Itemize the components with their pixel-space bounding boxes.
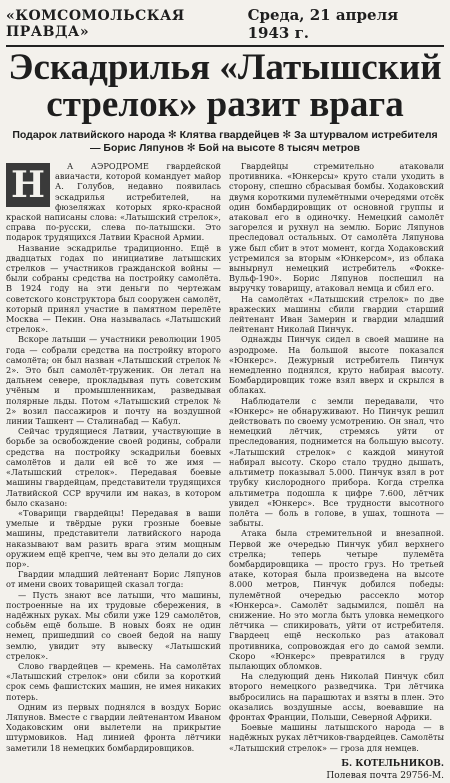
- article-body: [6, 161, 444, 783]
- drop-cap: Н: [6, 163, 50, 207]
- paragraph: Наблюдатели с земли передавали, что «Юнкерс» не обнаруживают. Но Пинчук решил действовать по своему усмотрению. Он знал, что немецкий лётчик, стремясь уйти от преследования, поднимется на большую высоту. «Латышский стрелок» с каждой минутой набирал высоту. Скоро стало трудно дышать, альтиметр показывал 5.000. Пинчук взял в рот трубку кислородного прибора. Когда стрелка альтиметра подошла к цифре 7.600, лётчик увидел «Юнкерс». Все трудности высотного полёта — боль в голове, в ушах, тошнота — забыты.: [229, 395, 444, 529]
- paragraph: Одним из первых поднялся в воздух Борис Ляпунов. Вместе с гвардии лейтенантом Иваном Ходаковским они вылетели на прикрытие штурмовиков. Над линией фронта лётчики заметили 18 немецких бомбардировщиков.: [6, 701, 221, 753]
- paragraph: Гвардии младший лейтенант Борис Ляпунов от имени своих товарищей сказал тогда:: [6, 569, 221, 590]
- paragraph: На следующий день Николай Пинчук сбил второго немецкого разведчика. Три лётчика выбросились на парашютах и взяты в плен. Это оказались воздушные ассы, воевавшие на фронтах Франции, Польши, Северной Африки.: [229, 671, 444, 722]
- paragraph: Боевые машины латышского народа — в надёжных руках лётчиков-гвардейцев. Самолёты «Латышский стрелок» — гроза для немцев.: [229, 722, 444, 753]
- paragraph: Сейчас трудящиеся Латвии, участвующие в борьбе за освобождение своей родины, собрали средства на постройку эскадрильи боевых самолётов и дали ей всё то же имя — «Латышский стрелок». Передавая боевые машины гвардейцам, представители трудящихся Латвийской ССР вручили им наказ, в котором было сказано:: [6, 426, 221, 508]
- paragraph: Название эскадрилье традиционно. Ещё в двадцатых годах по инициативе латышских стрелков — участников гражданской войны — были собраны средства на постройку самолёта. В 1924 году на эти деньги по чертежам советского конструктора был сооружен самолёт, который принял участие в памятном перелёте Москва — Пекин. Она называлась «Латышский стрелок».: [6, 242, 221, 335]
- paragraph: Однажды Пинчук сидел в своей машине на аэродроме. На большой высоте показался «Юнкерс». Дежурный истребитель Пинчук немедленно поднялся, круто набирая высоту. Бомбардировщик тоже взял вверх и скрылся в облаках.: [229, 334, 444, 396]
- paragraph: Атака была стремительной и внезапной. Первой же очередью Пинчук убил верхнего стрелка; теперь четыре пулемёта бомбардировщика — просто груз. Но третьей атаке, которая была произведена на высоте 8.000 метров, Пинчук добился победы: пулемётной очередью рассекло мотор «Юнкерса». Самолёт задымился, пошёл на снижение. Но это могла быть уловка немецкого лётчика — спикировать, уйти от истребителя. Гвардеец ещё несколько раз атаковал противника, сопровождая его до самой земли. Скоро «Юнкерс» превратился в груду пылающих обломков.: [229, 528, 444, 671]
- paragraph: А АЭРОДРОМЕ гвардейской авиачасти, которой командует майор А. Голубов, недавно появилась эскадрилья истребителей, на фюзеляжах которых ярко-красной краской написаны слова: «Латышский стрелок», справа по-русски, слева по-латышски. Это подарок трудящихся Латвии Красной Армии.: [6, 161, 221, 243]
- paragraph: Вскоре латыши — участники революции 1905 года — собрали средства на постройку второго самолёта; он был назван «Латышский стрелок № 2». Это был самолёт-труженик. Он летал на дальнем севере, прокладывая путь советским учёным и промышленникам, разведывая полярные льды. Потом «Латышский стрелок № 2» возил пассажиров и почту на воздушной линии Ташкент — Сталинабад — Кабул.: [6, 334, 221, 427]
- paragraph: — Пусть знают все латыши, что машины, построенные на их трудовые сбережения, в надёжных руках. Мы сбили уже 129 самолётов, собьём ещё больше. В новых боях не один немец, пришедший со своей бедой на нашу землю, увидит эту вывеску «Латышский стрелок».: [6, 589, 221, 661]
- issue-date: Среда, 21 апреля 1943 г.: [247, 6, 399, 42]
- paragraph: «Товарищи гвардейцы! Передавая в ваши умелые и твёрдые руки грозные боевые машины, представители латвийского народа наказывают вам разить врага этим мощным оружием ещё крепче, чем вы это делали до сих пор».: [6, 507, 221, 569]
- left-column: [6, 161, 221, 783]
- author-signature: Б. КОТЕЛЬНИКОВ.: [341, 758, 444, 769]
- right-column: [229, 161, 444, 783]
- article-subheads: Подарок латвийского народа ✻ Клятва гвардейцев ✻ За штурвалом истребителя — Борис Ляпунов ✻ Бой на высоте 8 тысяч метров: [12, 129, 438, 154]
- paragraph: Гвардейцы стремительно атаковали противника. «Юнкерсы» круто стали уходить в сторону, спешно сбрасывая бомбы. Ходаковский двумя короткими пулемётными очередями отсёк один бомбардировщик от основной группы и атаковал его в одиночку. Немецкий самолёт загорелся и рухнул на землю. Борис Ляпунов преследовал остальных. От самолёта Ляпунова уже был сбит в этот момент, когда Ходаковский устремился за вторым «Юнкерсом», из облака вынырнул немецкий истребитель «Фокке-Вульф-190». Борис Ляпунов поспешил на выручку товарищу, атаковал немца и сбил его.: [229, 161, 444, 294]
- paragraph: На самолётах «Латышский стрелок» по две вражеских машины сбили гвардии старший лейтенант Иван Замерин и гвардии младший лейтенант Николай Пинчук.: [229, 293, 444, 335]
- field-post-note: Полевая почта 29756-М.: [326, 770, 444, 781]
- paragraph: Слово гвардейцев — кремень. На самолётах «Латышский стрелок» они сбили за короткий срок семь фашистских машин, не имея никаких потерь.: [6, 660, 221, 702]
- article-headline: Эскадрилья «Латышский стрелок» разит врага: [8, 47, 442, 125]
- newspaper-name: «КОМСОМОЛЬСКАЯ ПРАВДА»: [6, 8, 185, 40]
- masthead: [6, 6, 444, 42]
